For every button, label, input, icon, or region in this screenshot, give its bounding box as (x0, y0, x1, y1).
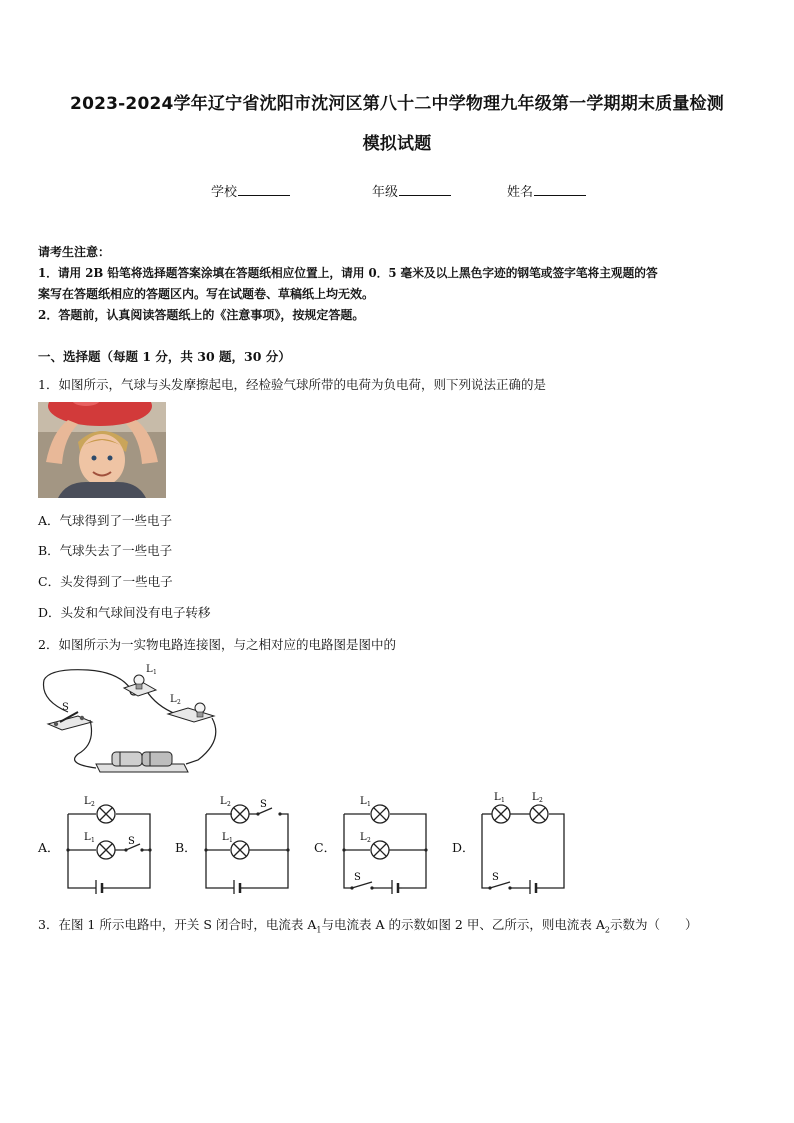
q3-stem-prefix: 3．在图 1 所示电路中，开关 S 闭合时，电流表 A (38, 917, 317, 932)
b-l2-label: L (220, 796, 227, 807)
b-l2-sub: 2 (227, 801, 231, 808)
physical-l2-label: L (170, 694, 177, 705)
c-l2-sub: 2 (367, 837, 371, 844)
section-heading: 一、选择题（每题 1 分，共 30 题，30 分） (38, 349, 291, 364)
physical-l1-label: L (146, 664, 153, 675)
question-2-stem: 2．如图所示为一实物电路连接图，与之相对应的电路图是图中的 (38, 637, 396, 652)
physical-l1-sub: 1 (153, 669, 157, 676)
bulb-l1-icon (124, 675, 156, 696)
bulb-l2-icon (168, 703, 214, 722)
physical-l2-sub: 2 (177, 699, 181, 706)
q1-option-a[interactable]: A．气球得到了一些电子 (38, 513, 173, 528)
b-l1-sub: 1 (229, 837, 233, 844)
a-l1-sub: 1 (91, 837, 95, 844)
q1-option-d[interactable]: D．头发和气球间没有电子转移 (38, 605, 211, 620)
c-s-label: S (354, 872, 361, 883)
q3-stem-suffix: 示数为（ ） (609, 917, 698, 932)
c-l2-label: L (360, 832, 367, 843)
name-label: 姓名 (507, 185, 534, 200)
grade-label: 年级 (372, 185, 399, 200)
d-s-label: S (492, 872, 499, 883)
a-s-label: S (128, 836, 135, 847)
notice-item-2: 2．答题前，认真阅读答题纸上的《注意事项》，按规定答题。 (38, 308, 365, 322)
balloon-hair-photo (38, 402, 166, 498)
b-s-label: S (260, 799, 267, 810)
a-l1-label: L (84, 832, 91, 843)
circuit-option-b[interactable] (200, 794, 294, 894)
d-l1-label: L (494, 792, 501, 803)
c-l1-sub: 1 (367, 801, 371, 808)
switch-s-icon (48, 712, 92, 730)
q2-option-c-label[interactable]: C． (314, 840, 337, 855)
q2-option-b-label[interactable]: B． (175, 840, 197, 855)
exam-title: 2023-2024学年辽宁省沈阳市沈河区第八十二中学物理九年级第一学期期末质量检测 (70, 94, 724, 114)
notice-item-1-cont: 案写在答题纸相应的答题区内。写在试题卷、草稿纸上均无效。 (38, 287, 375, 301)
q1-option-b[interactable]: B．气球失去了一些电子 (38, 543, 173, 558)
d-l2-label: L (532, 792, 539, 803)
q2-option-a-label[interactable]: A． (38, 840, 60, 855)
battery-pack-icon (96, 752, 188, 772)
q1-option-c[interactable]: C．头发得到了一些电子 (38, 574, 173, 589)
physical-s-label: S (62, 702, 69, 713)
q3-sub-2: 2 (604, 925, 610, 935)
c-l1-label: L (360, 796, 367, 807)
school-label: 学校 (211, 185, 238, 200)
grade-blank (399, 183, 451, 196)
b-l1-label: L (222, 832, 229, 843)
school-field (211, 181, 290, 200)
notice-item-1: 1．请用 2B 铅笔将选择题答案涂填在答题纸相应位置上，请用 0．5 毫米及以上黑色字迹的钢笔或签字笔将主观题的答 (38, 266, 658, 280)
notice-block (38, 242, 758, 326)
notice-heading: 请考生注意： (38, 245, 111, 259)
physical-circuit-diagram (38, 660, 238, 780)
exam-subtitle: 模拟试题 (362, 134, 432, 154)
balloon-hair-illustration (38, 402, 166, 498)
q3-sub-1: 1 (316, 925, 322, 935)
d-l2-sub: 2 (539, 797, 543, 804)
circuit-option-c[interactable] (338, 794, 432, 894)
a-l2-label: L (84, 796, 91, 807)
grade-field (372, 181, 451, 200)
d-l1-sub: 1 (501, 797, 505, 804)
circuit-option-d[interactable] (476, 788, 570, 894)
q3-stem-mid: 与电流表 A 的示数如图 2 甲、乙所示，则电流表 A (321, 917, 605, 932)
name-blank (534, 183, 586, 196)
circuit-option-a[interactable] (62, 794, 156, 894)
name-field (507, 181, 586, 200)
a-l2-sub: 2 (91, 801, 95, 808)
question-3-stem (38, 915, 758, 935)
school-blank (238, 183, 290, 196)
q2-option-d-label[interactable]: D． (452, 840, 475, 855)
question-1-stem: 1．如图所示，气球与头发摩擦起电，经检验气球所带的电荷为负电荷，则下列说法正确的是 (38, 377, 546, 392)
